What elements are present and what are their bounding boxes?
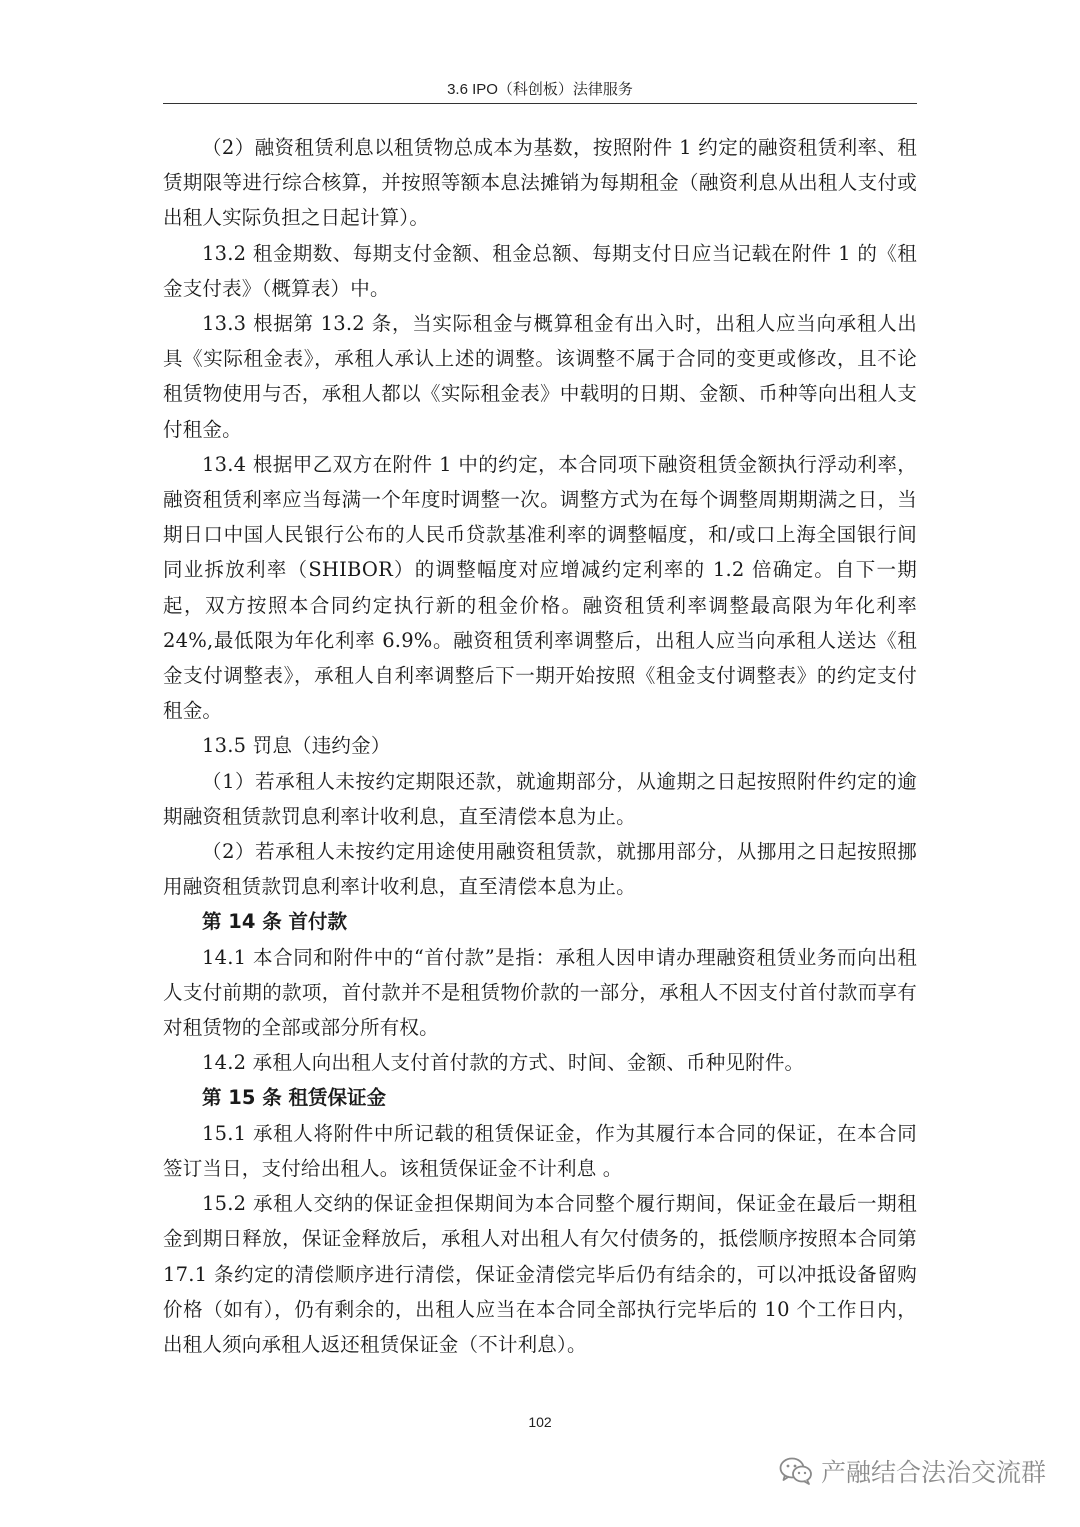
page-number: 102 (528, 1414, 552, 1430)
running-header: 3.6 IPO（科创板）法律服务 (447, 81, 633, 98)
paragraph: 15.1 承租人将附件中所记载的租赁保证金，作为其履行本合同的保证，在本合同签订当日，支付给出租人。该租赁保证金不计利息 。 (163, 1121, 917, 1180)
paragraph: 13.2 租金期数、每期支付金额、租金总额、每期支付日应当记载在附件 1 的《租金支付表》（概算表）中。 (163, 241, 917, 300)
paragraph: 14.2 承租人向出租人支付首付款的方式、时间、金额、币种见附件。 (202, 1051, 805, 1075)
section-heading: 第 15 条 租赁保证金 (202, 1086, 387, 1110)
paragraph: 14.1 本合同和附件中的“首付款”是指：承租人因申请办理融资租赁业务而向出租人支付前期的款项，首付款并不是租赁物价款的一部分，承租人不因支付首付款而享有对租赁物的全部或部分所有权。 (163, 945, 917, 1040)
paragraph: 15.2 承租人交纳的保证金担保期间为本合同整个履行期间，保证金在最后一期租金到期日释放，保证金释放后，承租人对出租人有欠付债务的，抵偿顺序按照本合同第 17.1 条约定的清偿顺序进行清偿，保证金清偿完毕后仍有结余的，可以冲抵设备留购价格（如有），仍有剩余的，出租人应当在本合同全部执行完毕后的 10 个工作日内，出租人须向承租人返还租赁保证金（不计利息）。 (163, 1192, 917, 1356)
paragraph: 13.5 罚息（违约金） (202, 734, 391, 758)
paragraph: 13.4 根据甲乙双方在附件 1 中的约定，本合同项下融资租赁金额执行浮动利率，融资租赁利率应当每满一个年度时调整一次。调整方式为在每个调整周期期满之日，当期日口中国人民银行公布的人民币贷款基准利率的调整幅度，和/或口上海全国银行间同业拆放利率（SHIBOR）的调整幅度对应增减约定利率的 1.2 倍确定。自下一期起，双方按照本合同约定执行新的租金价格。融资租赁利率调整最高限为年化利率 24%,最低限为年化利率 6.9%。融资租赁利率调整后，出租人应当向承租人送达《租金支付调整表》，承租人自利率调整后下一期开始按照《租金支付调整表》的约定支付租金。 (163, 452, 917, 723)
section-heading: 第 14 条 首付款 (202, 910, 348, 934)
paragraph: 13.3 根据第 13.2 条，当实际租金与概算租金有出入时，出租人应当向承租人出具《实际租金表》，承租人承认上述的调整。该调整不属于合同的变更或修改，且不论租赁物使用与否，承租人都以《实际租金表》中载明的日期、金额、币种等向出租人支付租金。 (163, 312, 917, 441)
document-body (163, 130, 917, 1362)
watermark (779, 1453, 1046, 1489)
paragraph: （2）若承租人未按约定用途使用融资租赁款，就挪用部分，从挪用之日起按照挪用融资租赁款罚息利率计收利息，直至清偿本息为止。 (163, 840, 917, 899)
wechat-icon (779, 1456, 813, 1486)
header-divider (163, 103, 917, 104)
paragraph: （2）融资租赁利息以租赁物总成本为基数，按照附件 1 约定的融资租赁利率、租赁期限等进行综合核算，并按照等额本息法摊销为每期租金（融资利息从出租人支付或出租人实际负担之日起计算）。 (163, 136, 917, 230)
watermark-text: 产融结合法治交流群 (820, 1458, 1046, 1487)
paragraph: （1）若承租人未按约定期限还款，就逾期部分，从逾期之日起按照附件约定的逾期融资租赁款罚息利率计收利息，直至清偿本息为止。 (163, 769, 917, 828)
